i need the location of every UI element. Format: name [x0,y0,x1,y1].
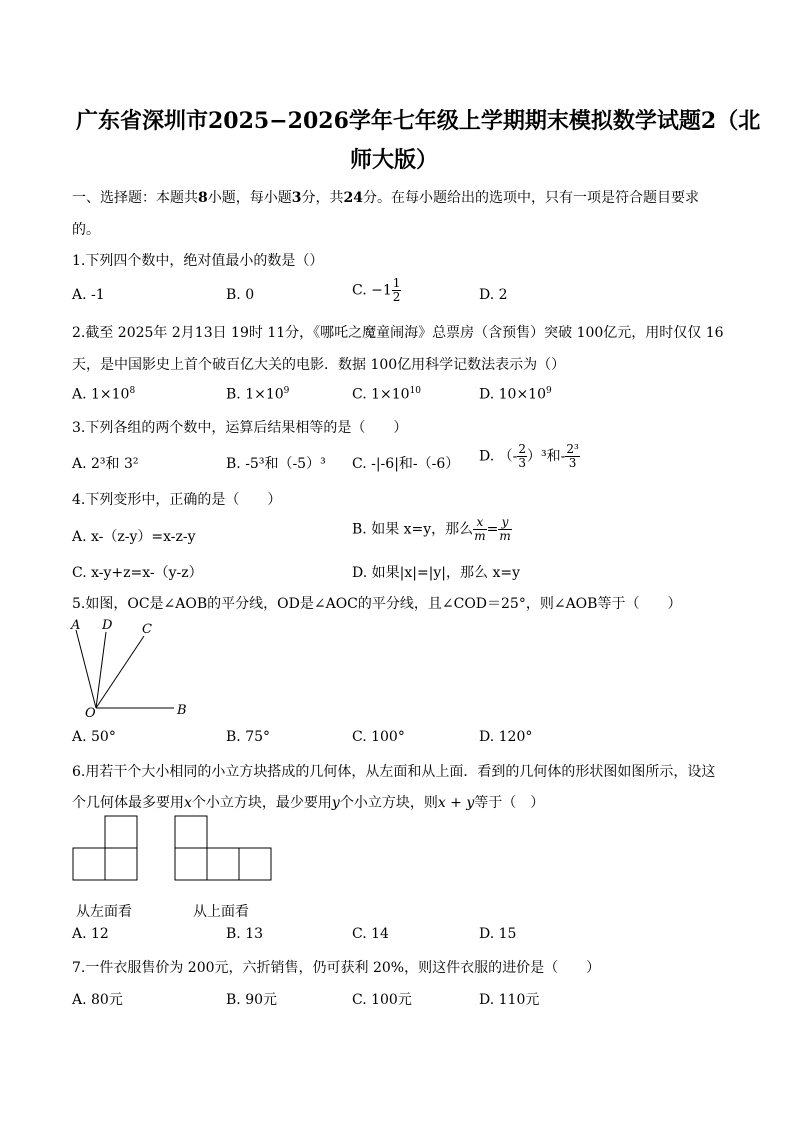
q2-d-base: D. 10×10 [479,386,546,403]
q1-c-numerator: 1 [392,276,401,290]
q6-text-b: 个小立方块，最少要用 [191,795,332,811]
left-view-label: 从左面看 [76,904,132,920]
section-text-1: 一、选择题：本题共 [72,190,198,206]
left-view-cube-2 [105,848,137,880]
top-view-cube-3 [239,848,271,880]
q6-option-a[interactable]: A. 12 [72,926,109,942]
q6-option-c[interactable]: C. 14 [352,926,389,942]
label-b: B [177,703,187,718]
q2-option-d[interactable] [479,386,552,403]
q4-b-fraction1 [473,516,486,543]
q4-stem: 4.下列变形中，正确的是（ ） [72,492,282,508]
q5-option-c[interactable]: C. 100° [352,729,405,745]
section-total: 24 [343,190,363,206]
q6-expression: x + y [437,795,475,811]
q1-option-c[interactable] [352,277,401,304]
label-o: O [85,706,96,721]
q4-b-equals: = [486,521,499,538]
q2-option-c[interactable] [352,386,421,403]
q2-stem-line2: 天，是中国影史上首个破百亿大关的电影．数据 100亿用科学记数法表示为（） [72,357,566,373]
section-text-4: 分。在每小题给出的选项中，只有一项是符合题目要求 [362,190,699,206]
q6-var-y: y [331,795,340,811]
q3-d-num2: 2³ [566,442,579,456]
q6-text-d: 等于（ ） [474,795,545,811]
q2-c-base: C. 1×10 [352,386,410,403]
top-view-cube-1 [175,848,207,880]
q7-option-d[interactable]: D. 110元 [479,992,540,1008]
page-title-line1: 广东省深圳市2025−2026学年七年级上学期期末模拟数学试题2（北 [76,108,761,134]
q4-b-fraction2 [498,516,511,543]
q1-option-b[interactable]: B. 0 [226,287,255,303]
top-view-label: 从上面看 [193,904,249,920]
q6-stem-line1: 6.用若干个大小相同的小立方块搭成的几何体，从左面和从上面．看到的几何体的形状图如图所示，设这 [72,764,716,780]
q3-option-c[interactable]: C. -|-6|和-（-6） [352,456,460,472]
q7-option-a[interactable]: A. 80元 [72,992,123,1008]
q1-stem: 1.下列四个数中，绝对值最小的数是（） [72,253,324,269]
q4-b-prefix: B. 如果 x=y，那么 [352,521,474,538]
q3-d-den1: 3 [518,456,526,470]
q3-d-fraction1 [517,443,527,470]
q5-option-b[interactable]: B. 75° [226,729,271,745]
section-score: 3 [291,190,302,206]
section-heading [72,187,699,207]
q4-option-d[interactable]: D. 如果|x|=|y|，那么 x=y [352,565,521,581]
q1-c-prefix: C. [352,282,367,299]
q1-option-a[interactable]: A. -1 [72,287,105,303]
q6-option-b[interactable]: B. 13 [226,926,264,942]
q2-option-a[interactable] [72,386,135,403]
q6-var-x: x [184,795,192,811]
q2-stem-line1: 2.截至 2025年 2月13日 19时 11分，《哪吒之魔童闹海》总票房（含预售）突破 100亿元，用时仅仅 16 [72,325,724,341]
q3-option-a[interactable]: A. 2³和 3² [72,456,139,472]
top-view-cube-top [175,816,207,848]
q6-stem-line2 [72,792,544,812]
q1-c-fraction [392,277,402,304]
q1-option-d[interactable]: D. 2 [479,287,508,303]
q6-view-diagrams [70,814,275,884]
q3-d-middle: ）³和- [527,448,566,465]
q7-option-c[interactable]: C. 100元 [352,992,412,1008]
ray-oa [76,630,96,708]
q5-option-a[interactable]: A. 50° [72,729,116,745]
q5-angle-diagram [68,616,198,724]
q3-option-b[interactable]: B. -5³和（-5）³ [226,456,326,472]
q3-d-den2: 3 [568,456,577,470]
label-a: A [71,618,81,633]
q3-stem: 3.下列各组的两个数中，运算后结果相等的是（ ） [72,420,408,436]
q2-a-exponent: 8 [129,386,136,396]
q4-b-den1: m [474,529,486,543]
q3-d-fraction2 [565,443,579,470]
q2-option-b[interactable] [226,386,289,403]
section-text-2: 小题，每小题 [207,190,292,206]
q4-b-num2: y [498,516,511,530]
q4-option-a[interactable]: A. x-（z-y）=x-z-y [72,529,196,545]
q3-d-num1: 2 [518,442,526,456]
q4-b-num1: x [473,516,486,530]
q3-d-prefix: D. （- [479,448,518,465]
q5-option-d[interactable]: D. 120° [479,729,533,745]
q3-option-d[interactable] [479,443,580,470]
q6-option-d[interactable]: D. 15 [479,926,517,942]
q2-d-exponent: 9 [546,386,552,396]
q2-a-base: A. 1×10 [72,386,130,403]
q1-c-denominator: 2 [392,290,401,304]
ray-od [96,632,106,708]
q6-text-c: 个小立方块，则 [339,795,438,811]
section-text-3: 分，共 [301,190,344,206]
top-view-cube-2 [207,848,239,880]
ray-oc [96,636,144,708]
section-count: 8 [198,190,208,206]
q2-b-base: B. 1×10 [226,386,284,403]
section-heading-line2: 的。 [72,222,100,238]
q7-option-b[interactable]: B. 90元 [226,992,278,1008]
page-title-line2: 师大版） [350,147,439,173]
left-view-cube-top [105,816,137,848]
q1-c-integer: −1 [371,282,392,299]
q4-option-c[interactable]: C. x-y+z=x-（y-z） [72,565,203,581]
left-view-cube-1 [73,848,105,880]
q7-stem: 7.一件衣服售价为 200元，六折销售，仍可获利 20%，则这件衣服的进价是（ ） [72,960,601,976]
q2-b-exponent: 9 [283,386,290,396]
q2-c-exponent: 10 [409,386,422,396]
label-d: D [102,618,113,633]
label-c: C [142,622,152,637]
q6-text-a: 个几何体最多要用 [72,795,184,811]
q4-b-den2: m [499,529,511,543]
q5-stem: 5.如图，OC是∠AOB的平分线，OD是∠AOC的平分线，且∠COD＝25°，则∠AOB等于（ ） [72,596,682,612]
q4-option-b[interactable] [352,516,512,543]
